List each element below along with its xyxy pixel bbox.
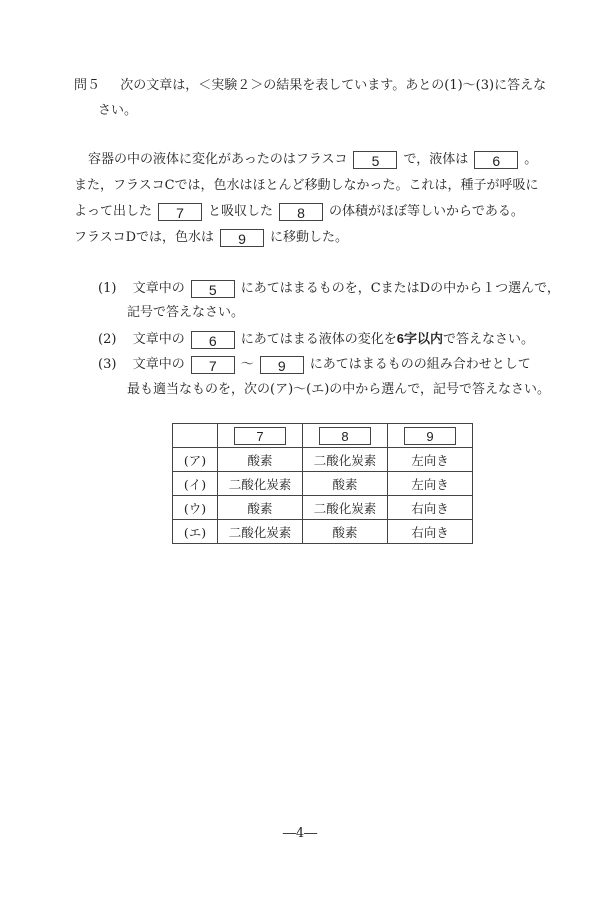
table-cell: 二酸化炭素 [303, 496, 388, 520]
sub-question-text: 文章中の [132, 357, 185, 372]
passage-text: の体積がほぼ等しいからである。 [329, 204, 524, 219]
blank-box-7: 7 [158, 203, 202, 221]
range-separator: ～ [240, 357, 254, 372]
sub-question-3-line2: 最も適当なものを，次の(ア)～(エ)の中から選んで，記号で答えなさい。 [127, 382, 551, 397]
table-row [173, 520, 473, 544]
table-cell: 酸素 [303, 520, 388, 544]
table-cell: 右向き [388, 520, 473, 544]
blank-box-6: 6 [474, 151, 518, 169]
passage-text: 。 [524, 152, 538, 167]
sub-question-number: (1) [98, 281, 117, 296]
table-cell: 左向き [388, 448, 473, 472]
passage-text: よって出した [74, 204, 153, 219]
sub-question-1-line2: 記号で答えなさい。 [127, 305, 245, 320]
sub-question-1 [98, 279, 560, 299]
choice-label: (エ) [173, 520, 218, 544]
sub-question-text: 文章中の [132, 281, 185, 296]
header-box-7: 7 [234, 427, 286, 445]
question-text-line2: さい。 [98, 103, 138, 118]
table-cell: 二酸化炭素 [303, 448, 388, 472]
sub-question-text: にあてはまるものを，CまたはDの中から１つ選んで， [240, 281, 560, 296]
sub-question-text: にあてはまる液体の変化を [240, 332, 397, 347]
question-text-line1: 次の文章は，＜実験２＞の結果を表しています。あとの(1)～(3)に答えな [120, 78, 547, 93]
sub-question-number: (3) [98, 357, 117, 372]
blank-box-6: 6 [191, 331, 235, 349]
blank-box-5: 5 [191, 280, 235, 298]
header-box-8: 8 [319, 427, 371, 445]
sub-question-text: にあてはまるものの組み合わせとして [309, 357, 531, 372]
passage-text: 容器の中の液体に変化があったのはフラスコ [88, 152, 348, 167]
passage-line4 [74, 228, 348, 248]
table-header-cell [303, 424, 388, 448]
page-number: ―4― [282, 826, 318, 841]
blank-box-7: 7 [191, 356, 235, 374]
passage-text: で，液体は [403, 152, 469, 167]
passage-text: に移動した。 [270, 230, 349, 245]
table-row [173, 496, 473, 520]
sub-question-text: で答えなさい。 [442, 332, 534, 347]
blank-box-9: 9 [220, 229, 264, 247]
table-header-row [173, 424, 473, 448]
question-label: 問５ [74, 78, 101, 93]
table-cell: 左向き [388, 472, 473, 496]
choice-label: (ア) [173, 448, 218, 472]
table-cell: 酸素 [218, 448, 303, 472]
blank-box-5: 5 [353, 151, 397, 169]
sub-question-2 [98, 329, 534, 350]
passage-line3 [74, 202, 524, 222]
choice-label: (ウ) [173, 496, 218, 520]
sub-question-text: 文章中の [132, 332, 185, 347]
passage-line2: また，フラスコCでは，色水はほとんど移動しなかった。これは，種子が呼吸に [74, 178, 539, 193]
question-header [74, 76, 546, 96]
passage-text: フラスコDでは，色水は [74, 230, 215, 245]
table-header-cell [388, 424, 473, 448]
passage-line1 [88, 150, 537, 170]
header-box-9: 9 [404, 427, 456, 445]
table-header-cell [218, 424, 303, 448]
blank-box-9: 9 [260, 356, 304, 374]
table-row [173, 448, 473, 472]
answer-choice-table [172, 423, 473, 544]
table-cell: 二酸化炭素 [218, 520, 303, 544]
table-row [173, 472, 473, 496]
table-cell: 右向き [388, 496, 473, 520]
emphasis-text: 6字以内 [396, 331, 443, 346]
choice-label: (イ) [173, 472, 218, 496]
table-cell: 二酸化炭素 [218, 472, 303, 496]
table-cell: 酸素 [218, 496, 303, 520]
sub-question-3 [98, 355, 531, 375]
blank-box-8: 8 [279, 203, 323, 221]
table-cell: 酸素 [303, 472, 388, 496]
table-header-cell [173, 424, 218, 448]
sub-question-number: (2) [98, 332, 117, 347]
passage-text: と吸収した [208, 204, 274, 219]
